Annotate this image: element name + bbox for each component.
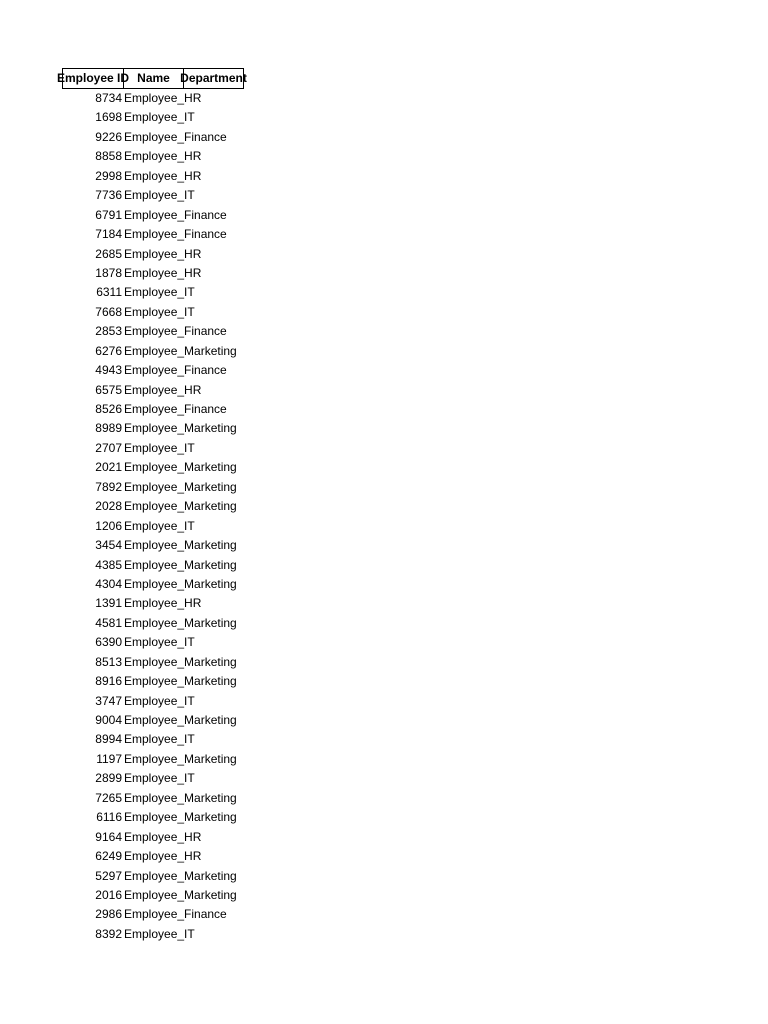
employee-id-cell: 4385 — [95, 557, 122, 572]
employee-name-cell: Employee_HR — [124, 596, 202, 611]
table-row — [62, 925, 262, 944]
employee-name-cell: Employee_HR — [124, 829, 202, 844]
employee-id-cell: 9004 — [95, 713, 122, 727]
table-row — [62, 342, 262, 361]
employee-name-cell: Employee_IT — [124, 771, 195, 786]
employee-name-cell: Employee_IT — [124, 693, 195, 708]
table-row — [62, 769, 262, 788]
employee-id-cell: 2899 — [95, 771, 122, 786]
employee-id-cell: 8994 — [95, 732, 122, 747]
employee-name-cell: Employee_IT — [124, 518, 195, 533]
table-row — [62, 808, 262, 827]
employee-id-cell: 6575 — [95, 382, 122, 397]
header-name: Name — [123, 68, 184, 89]
employee-id-cell: 9164 — [95, 829, 122, 844]
table-row — [62, 517, 262, 536]
table-row — [62, 478, 262, 497]
employee-name-cell: Employee_HR — [124, 265, 202, 280]
employee-name-cell: Employee_Marketing — [124, 479, 237, 494]
employee-name-cell: Employee_Marketing — [124, 674, 237, 689]
employee-name-cell: Employee_Marketing — [124, 343, 237, 358]
table-row — [62, 264, 262, 283]
employee-id-cell: 8858 — [95, 149, 122, 164]
employee-id-cell: 6390 — [95, 635, 122, 650]
table-row — [62, 497, 262, 516]
employee-name-cell: Employee_IT — [124, 188, 195, 203]
table-row — [62, 867, 262, 886]
employee-name-cell: Employee_Marketing — [124, 460, 237, 475]
employee-name-cell: Employee_IT — [124, 926, 195, 941]
employee-id-cell: 3747 — [95, 693, 122, 708]
employee-name-cell: Employee_Marketing — [124, 887, 237, 902]
header-row — [56, 68, 262, 89]
employee-name-cell: Employee_IT — [124, 440, 195, 455]
employee-name-cell: Employee_Marketing — [124, 654, 237, 669]
employee-id-cell: 6249 — [95, 849, 122, 864]
employee-name-cell: Employee_Marketing — [124, 868, 237, 883]
employee-name-cell: Employee_Marketing — [124, 790, 237, 805]
table-row — [62, 614, 262, 633]
employee-id-cell: 7736 — [95, 188, 122, 203]
table-row — [62, 633, 262, 652]
employee-name-cell: Employee_Marketing — [124, 615, 237, 630]
employee-id-cell: 2028 — [95, 499, 122, 514]
employee-id-cell: 5297 — [95, 868, 122, 883]
table-row — [62, 186, 262, 205]
employee-name-cell: Employee_Marketing — [124, 499, 237, 514]
table-row — [62, 419, 262, 438]
table-row — [62, 283, 262, 302]
table-row — [62, 692, 262, 711]
table-row — [62, 322, 262, 341]
header-employee-id: Employee ID — [62, 68, 124, 89]
table-row — [62, 905, 262, 924]
employee-name-cell: Employee_HR — [124, 382, 202, 397]
employee-name-cell: Employee_Marketing — [124, 557, 237, 572]
employee-name-cell: Employee_IT — [124, 304, 195, 319]
employee-name-cell: Employee_IT — [124, 732, 195, 747]
employee-id-cell: 7265 — [95, 790, 122, 805]
table-row — [62, 750, 262, 769]
employee-id-cell: 6311 — [96, 285, 122, 300]
employee-name-cell: Employee_IT — [124, 285, 195, 300]
employee-name-cell: Employee_IT — [124, 110, 195, 125]
table-body — [62, 89, 262, 944]
employee-id-cell: 8526 — [95, 402, 122, 416]
employee-name-cell: Employee_Marketing — [124, 713, 237, 727]
employee-id-cell: 7892 — [95, 479, 122, 494]
employee-id-cell: 7184 — [95, 227, 122, 242]
employee-id-cell: 4943 — [95, 363, 122, 378]
employee-name-cell: Employee_Finance — [124, 129, 227, 144]
spreadsheet-page — [56, 68, 262, 944]
employee-id-cell: 1206 — [95, 518, 122, 533]
employee-id-cell: 4304 — [95, 576, 122, 591]
table-row — [62, 730, 262, 749]
employee-name-cell: Employee_HR — [124, 91, 202, 105]
table-row — [62, 789, 262, 808]
table-row — [62, 225, 262, 244]
employee-id-cell: 8989 — [95, 421, 122, 436]
employee-name-cell: Employee_Marketing — [124, 751, 237, 766]
table-row — [62, 458, 262, 477]
employee-name-cell: Employee_HR — [124, 849, 202, 864]
table-row — [62, 108, 262, 127]
employee-id-cell: 4581 — [95, 615, 122, 630]
table-row — [62, 361, 262, 380]
employee-id-cell: 3454 — [95, 538, 122, 553]
employee-id-cell: 6791 — [95, 207, 122, 222]
table-row — [62, 245, 262, 264]
employee-id-cell: 1391 — [95, 596, 122, 611]
table-row — [62, 828, 262, 847]
employee-id-cell: 2707 — [95, 440, 122, 455]
employee-name-cell: Employee_Marketing — [124, 421, 237, 436]
employee-id-cell: 7668 — [95, 304, 122, 319]
header-department: Department — [183, 68, 244, 89]
employee-id-cell: 8916 — [95, 674, 122, 689]
employee-id-cell: 2021 — [95, 460, 122, 475]
employee-name-cell: Employee_HR — [124, 168, 202, 183]
employee-id-cell: 2853 — [95, 324, 122, 339]
table-row — [62, 128, 262, 147]
employee-name-cell: Employee_Marketing — [124, 810, 237, 825]
table-row — [62, 439, 262, 458]
employee-id-cell: 8392 — [95, 926, 122, 941]
employee-id-cell: 6276 — [95, 343, 122, 358]
employee-id-cell: 8513 — [95, 654, 122, 669]
employee-id-cell: 9226 — [95, 129, 122, 144]
table-row — [62, 594, 262, 613]
employee-name-cell: Employee_HR — [124, 246, 202, 261]
employee-id-cell: 2998 — [95, 168, 122, 183]
table-row — [62, 147, 262, 166]
employee-id-cell: 2986 — [95, 907, 122, 922]
employee-name-cell: Employee_Finance — [124, 363, 227, 378]
table-row — [62, 536, 262, 555]
table-row — [62, 400, 262, 419]
table-row — [62, 556, 262, 575]
table-row — [62, 575, 262, 594]
employee-name-cell: Employee_Finance — [124, 207, 227, 222]
employee-id-cell: 2016 — [95, 887, 122, 902]
employee-name-cell: Employee_IT — [124, 635, 195, 650]
employee-id-cell: 6116 — [96, 810, 122, 825]
employee-name-cell: Employee_Finance — [124, 324, 227, 339]
employee-id-cell: 1878 — [95, 265, 122, 280]
table-row — [62, 303, 262, 322]
table-row — [62, 89, 262, 108]
employee-name-cell: Employee_HR — [124, 149, 202, 164]
employee-name-cell: Employee_Finance — [124, 907, 227, 922]
table-row — [62, 886, 262, 905]
table-row — [62, 672, 262, 691]
table-row — [62, 847, 262, 866]
employee-name-cell: Employee_Finance — [124, 227, 227, 242]
table-row — [62, 653, 262, 672]
employee-id-cell: 8734 — [95, 91, 122, 105]
table-row — [62, 381, 262, 400]
table-row — [62, 167, 262, 186]
table-row — [62, 711, 262, 730]
table-row — [62, 206, 262, 225]
employee-name-cell: Employee_Marketing — [124, 576, 237, 591]
employee-id-cell: 2685 — [95, 246, 122, 261]
employee-id-cell: 1197 — [96, 751, 122, 766]
employee-name-cell: Employee_Marketing — [124, 538, 237, 553]
employee-id-cell: 1698 — [95, 110, 122, 125]
employee-name-cell: Employee_Finance — [124, 402, 227, 416]
